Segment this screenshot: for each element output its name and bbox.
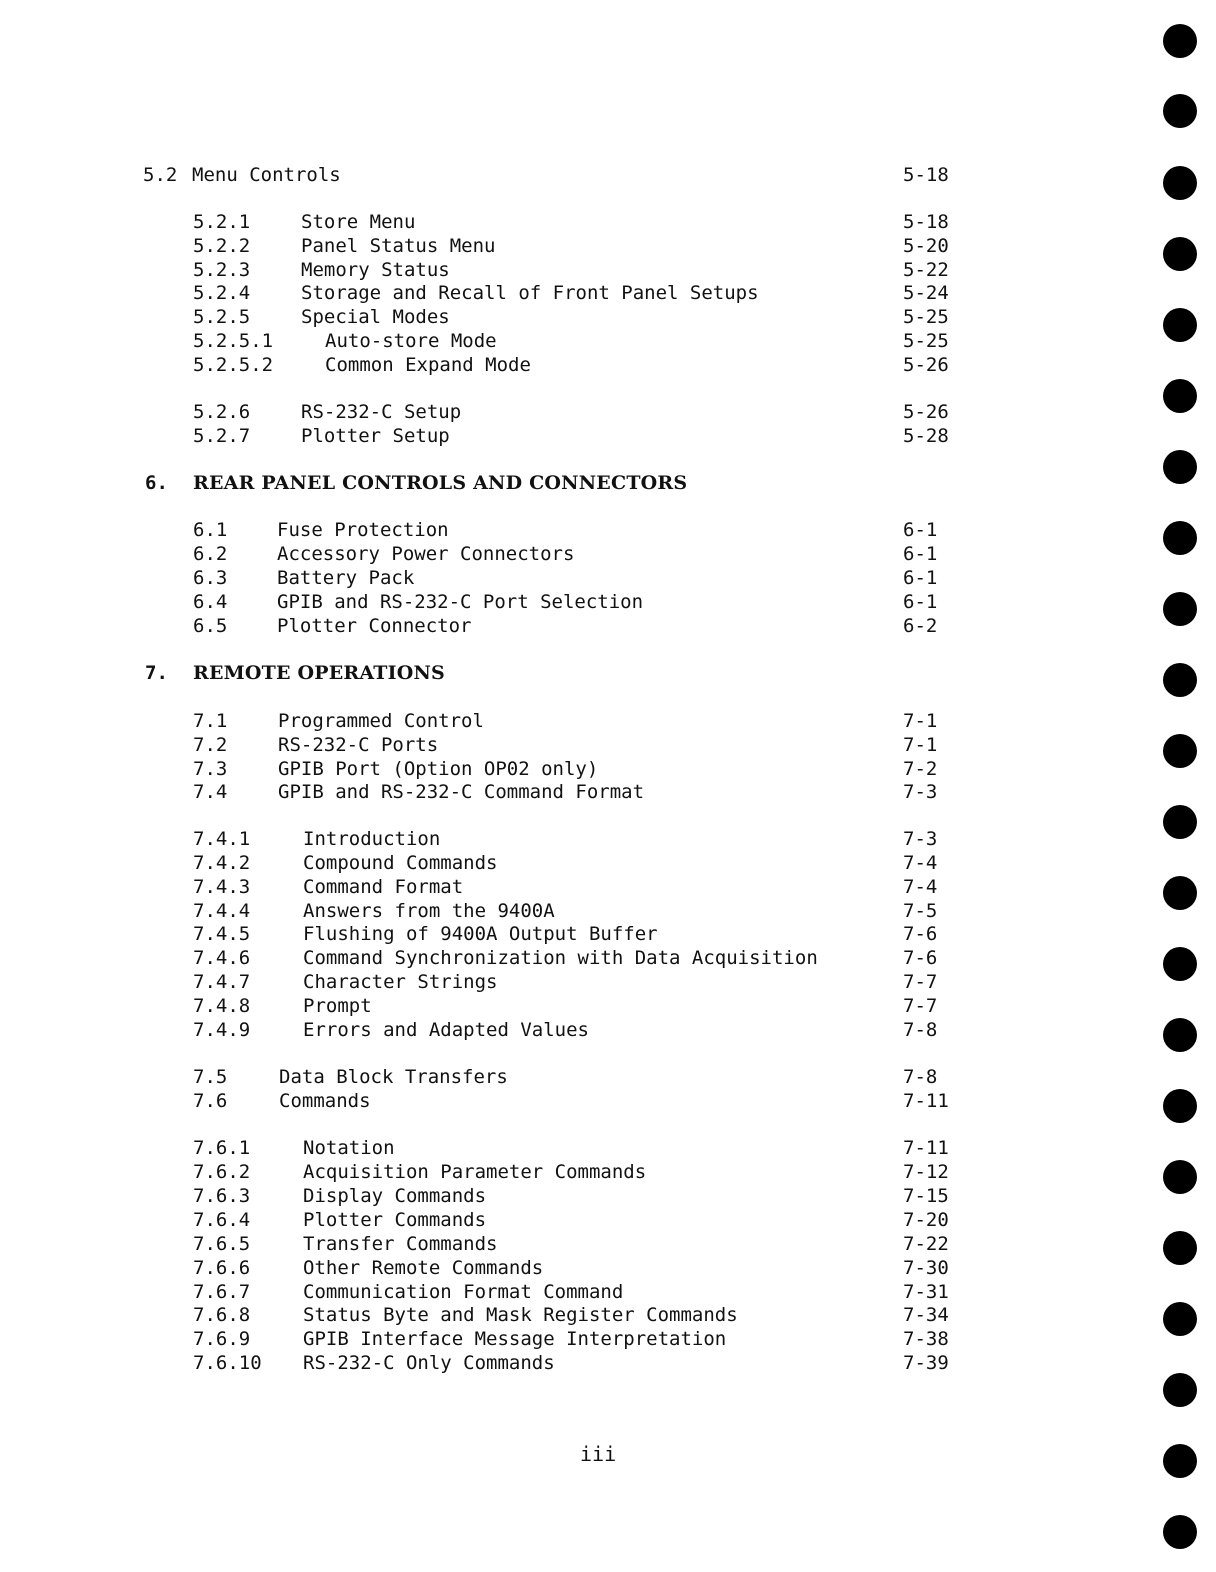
chapter-title: REAR PANEL CONTROLS AND CONNECTORS <box>193 472 688 494</box>
toc-page-ref: 7-31 <box>903 1281 949 1303</box>
toc-entry <box>0 258 1100 282</box>
toc-title: Display Commands <box>303 1185 487 1207</box>
toc-chapter-6 <box>0 471 1100 495</box>
toc-number: 7.6.7 <box>193 1281 251 1303</box>
toc-entry <box>0 709 1100 733</box>
toc-number: 7.4 <box>193 781 228 803</box>
toc-number: 5.2.4 <box>193 282 251 304</box>
toc-number: 5.2.5.1 <box>193 330 274 352</box>
toc-page-ref: 5-18 <box>903 164 949 186</box>
toc-number: 5.2.5 <box>193 306 251 328</box>
toc-entry <box>0 757 1100 781</box>
toc-entry <box>0 899 1100 923</box>
toc-page-ref: 7-12 <box>903 1161 949 1183</box>
toc-page-ref: 7-11 <box>903 1090 949 1112</box>
binder-hole <box>1163 379 1197 413</box>
toc-title: Command Format <box>303 876 464 898</box>
toc-entry <box>0 1136 1100 1160</box>
toc-page-ref: 5-28 <box>903 425 949 447</box>
toc-page-ref: 7-7 <box>903 971 938 993</box>
binder-hole <box>1163 237 1197 271</box>
binder-hole <box>1163 1089 1197 1123</box>
toc-page-ref: 7-15 <box>903 1185 949 1207</box>
toc-number: 7.6.6 <box>193 1257 251 1279</box>
toc-title: Acquisition Parameter Commands <box>303 1161 647 1183</box>
toc-entry <box>0 994 1100 1018</box>
toc-title: Other Remote Commands <box>303 1257 544 1279</box>
toc-number: 5.2.3 <box>193 259 251 281</box>
toc-page-ref: 6-1 <box>903 567 938 589</box>
toc-entry <box>0 590 1100 614</box>
toc-entry <box>0 733 1100 757</box>
toc-number: 7.1 <box>193 710 228 732</box>
toc-number: 6.1 <box>193 519 228 541</box>
toc-number: 7.4.7 <box>193 971 251 993</box>
toc-number: 5.2.2 <box>193 235 251 257</box>
toc-title: Storage and Recall of Front Panel Setups <box>301 282 759 304</box>
toc-entry <box>0 946 1100 970</box>
toc-entry <box>0 1160 1100 1184</box>
toc-number: 7.6.9 <box>193 1328 251 1350</box>
toc-title: Memory Status <box>301 259 450 281</box>
toc-page-ref: 7-34 <box>903 1304 949 1326</box>
toc-title: RS-232-C Setup <box>301 401 462 423</box>
toc-number: 7.4.1 <box>193 828 251 850</box>
toc-entry <box>0 1280 1100 1304</box>
binder-hole <box>1163 450 1197 484</box>
toc-entry <box>0 566 1100 590</box>
chapter-number: 7. <box>145 662 168 684</box>
toc-entry <box>0 1065 1100 1089</box>
toc-number: 5.2.1 <box>193 211 251 233</box>
toc-entry <box>0 518 1100 542</box>
toc-number: 7.5 <box>193 1066 228 1088</box>
toc-title: Data Block Transfers <box>279 1066 508 1088</box>
toc-title: Panel Status Menu <box>301 235 496 257</box>
toc-title: GPIB and RS-232-C Command Format <box>278 781 645 803</box>
toc-entry <box>0 424 1100 448</box>
toc-number: 7.6.4 <box>193 1209 251 1231</box>
toc-page-ref: 7-30 <box>903 1257 949 1279</box>
toc-title: Store Menu <box>301 211 416 233</box>
binder-hole <box>1163 1444 1197 1478</box>
toc-title: Compound Commands <box>303 852 498 874</box>
toc-entry <box>0 210 1100 234</box>
toc-page-ref: 7-4 <box>903 876 938 898</box>
binder-hole <box>1163 663 1197 697</box>
binder-hole <box>1163 876 1197 910</box>
toc-title: Communication Format Command <box>303 1281 624 1303</box>
toc-page-ref: 7-38 <box>903 1328 949 1350</box>
toc-entry <box>0 1232 1100 1256</box>
toc-number: 7.6.5 <box>193 1233 251 1255</box>
toc-entry <box>0 400 1100 424</box>
toc-number: 5.2 <box>143 164 178 186</box>
toc-number: 7.4.2 <box>193 852 251 874</box>
toc-title: RS-232-C Ports <box>278 734 439 756</box>
toc-title: Errors and Adapted Values <box>303 1019 589 1041</box>
toc-title: Fuse Protection <box>277 519 449 541</box>
binder-hole <box>1163 947 1197 981</box>
toc-entry <box>0 1327 1100 1351</box>
toc-entry <box>0 1351 1100 1375</box>
toc-number: 7.2 <box>193 734 228 756</box>
binder-hole <box>1163 1302 1197 1336</box>
toc-number: 7.4.8 <box>193 995 251 1017</box>
binder-hole <box>1163 1160 1197 1194</box>
toc-entry <box>0 1256 1100 1280</box>
toc-page-ref: 7-3 <box>903 828 938 850</box>
toc-entry <box>0 875 1100 899</box>
toc-number: 7.4.9 <box>193 1019 251 1041</box>
toc-page-ref: 5-26 <box>903 354 949 376</box>
toc-title: Introduction <box>303 828 441 850</box>
toc-page-ref: 5-20 <box>903 235 949 257</box>
toc-page-ref: 7-5 <box>903 900 938 922</box>
toc-page-ref: 7-20 <box>903 1209 949 1231</box>
toc-title: Menu Controls <box>192 164 341 186</box>
toc-title: GPIB Port (Option OP02 only) <box>278 758 599 780</box>
toc-page-ref: 7-6 <box>903 947 938 969</box>
toc-entry <box>0 1018 1100 1042</box>
toc-number: 7.6.3 <box>193 1185 251 1207</box>
toc-title: GPIB and RS-232-C Port Selection <box>277 591 644 613</box>
toc-title: Transfer Commands <box>303 1233 498 1255</box>
chapter-title: REMOTE OPERATIONS <box>193 662 445 684</box>
toc-number: 6.4 <box>193 591 228 613</box>
toc-number: 7.4.3 <box>193 876 251 898</box>
binder-hole <box>1163 592 1197 626</box>
toc-number: 5.2.6 <box>193 401 251 423</box>
toc-page-ref: 5-24 <box>903 282 949 304</box>
toc-number: 7.6.2 <box>193 1161 251 1183</box>
toc-entry <box>0 780 1100 804</box>
toc-number: 7.4.6 <box>193 947 251 969</box>
toc-number: 7.6 <box>193 1090 228 1112</box>
toc-title: GPIB Interface Message Interpretation <box>303 1328 727 1350</box>
toc-section-5-2 <box>0 163 1100 187</box>
toc-page-ref: 7-1 <box>903 734 938 756</box>
toc-entry <box>0 1303 1100 1327</box>
binder-hole <box>1163 1373 1197 1407</box>
toc-entry <box>0 1208 1100 1232</box>
binder-hole <box>1163 734 1197 768</box>
toc-page-ref: 7-8 <box>903 1019 938 1041</box>
toc-entry <box>0 614 1100 638</box>
toc-number: 6.2 <box>193 543 228 565</box>
toc-page-ref: 5-25 <box>903 306 949 328</box>
toc-page-ref: 7-7 <box>903 995 938 1017</box>
binder-hole <box>1163 1515 1197 1549</box>
toc-number: 5.2.7 <box>193 425 251 447</box>
toc-title: Notation <box>303 1137 395 1159</box>
toc-entry <box>0 329 1100 353</box>
toc-page-ref: 6-1 <box>903 543 938 565</box>
toc-entry <box>0 1184 1100 1208</box>
toc-title: Status Byte and Mask Register Commands <box>303 1304 738 1326</box>
binder-hole <box>1163 308 1197 342</box>
toc-number: 6.5 <box>193 615 228 637</box>
toc-title: Auto-store Mode <box>325 330 497 352</box>
toc-page-ref: 6-1 <box>903 591 938 613</box>
toc-number: 7.4.5 <box>193 923 251 945</box>
toc-page-ref: 7-6 <box>903 923 938 945</box>
toc-number: 7.4.4 <box>193 900 251 922</box>
toc-entry <box>0 281 1100 305</box>
toc-title: Plotter Connector <box>277 615 472 637</box>
binder-hole <box>1163 24 1197 58</box>
toc-number: 6.3 <box>193 567 228 589</box>
toc-title: Commands <box>279 1090 371 1112</box>
toc-page-ref: 5-26 <box>903 401 949 423</box>
toc-title: Common Expand Mode <box>325 354 531 376</box>
toc-page-ref: 5-18 <box>903 211 949 233</box>
toc-page-ref: 7-39 <box>903 1352 949 1374</box>
toc-page-ref: 7-4 <box>903 852 938 874</box>
toc-entry <box>0 353 1100 377</box>
toc-page-ref: 6-1 <box>903 519 938 541</box>
toc-number: 5.2.5.2 <box>193 354 274 376</box>
binder-hole <box>1163 1231 1197 1265</box>
toc-title: Character Strings <box>303 971 498 993</box>
toc-title: Command Synchronization with Data Acquisition <box>303 947 818 969</box>
toc-entry <box>0 827 1100 851</box>
toc-page-ref: 7-2 <box>903 758 938 780</box>
toc-page-ref: 5-25 <box>903 330 949 352</box>
toc-number: 7.3 <box>193 758 228 780</box>
binder-hole <box>1163 521 1197 555</box>
toc-title: Programmed Control <box>278 710 484 732</box>
toc-title: RS-232-C Only Commands <box>303 1352 555 1374</box>
toc-page-ref: 5-22 <box>903 259 949 281</box>
binder-hole <box>1163 1018 1197 1052</box>
toc-title: Prompt <box>303 995 372 1017</box>
toc-title: Special Modes <box>301 306 450 328</box>
toc-entry <box>0 305 1100 329</box>
toc-title: Flushing of 9400A Output Buffer <box>303 923 658 945</box>
toc-entry <box>0 1089 1100 1113</box>
toc-page-ref: 7-11 <box>903 1137 949 1159</box>
page-number: iii <box>580 1442 617 1466</box>
toc-page-ref: 7-1 <box>903 710 938 732</box>
toc-page-ref: 7-8 <box>903 1066 938 1088</box>
toc-entry <box>0 970 1100 994</box>
toc-page-ref: 7-22 <box>903 1233 949 1255</box>
toc-number: 7.6.8 <box>193 1304 251 1326</box>
toc-entry <box>0 542 1100 566</box>
toc-title: Answers from the 9400A <box>303 900 555 922</box>
binder-hole <box>1163 94 1197 128</box>
toc-page-ref: 6-2 <box>903 615 938 637</box>
toc-number: 7.6.10 <box>193 1352 262 1374</box>
binder-hole <box>1163 805 1197 839</box>
toc-entry <box>0 922 1100 946</box>
toc-number: 7.6.1 <box>193 1137 251 1159</box>
chapter-number: 6. <box>145 472 168 494</box>
toc-chapter-7 <box>0 661 1100 685</box>
toc-page-ref: 7-3 <box>903 781 938 803</box>
toc-entry <box>0 234 1100 258</box>
toc-title: Plotter Setup <box>301 425 450 447</box>
toc-title: Accessory Power Connectors <box>277 543 575 565</box>
toc-entry <box>0 851 1100 875</box>
binder-hole <box>1163 166 1197 200</box>
toc-title: Plotter Commands <box>303 1209 487 1231</box>
toc-title: Battery Pack <box>277 567 415 589</box>
